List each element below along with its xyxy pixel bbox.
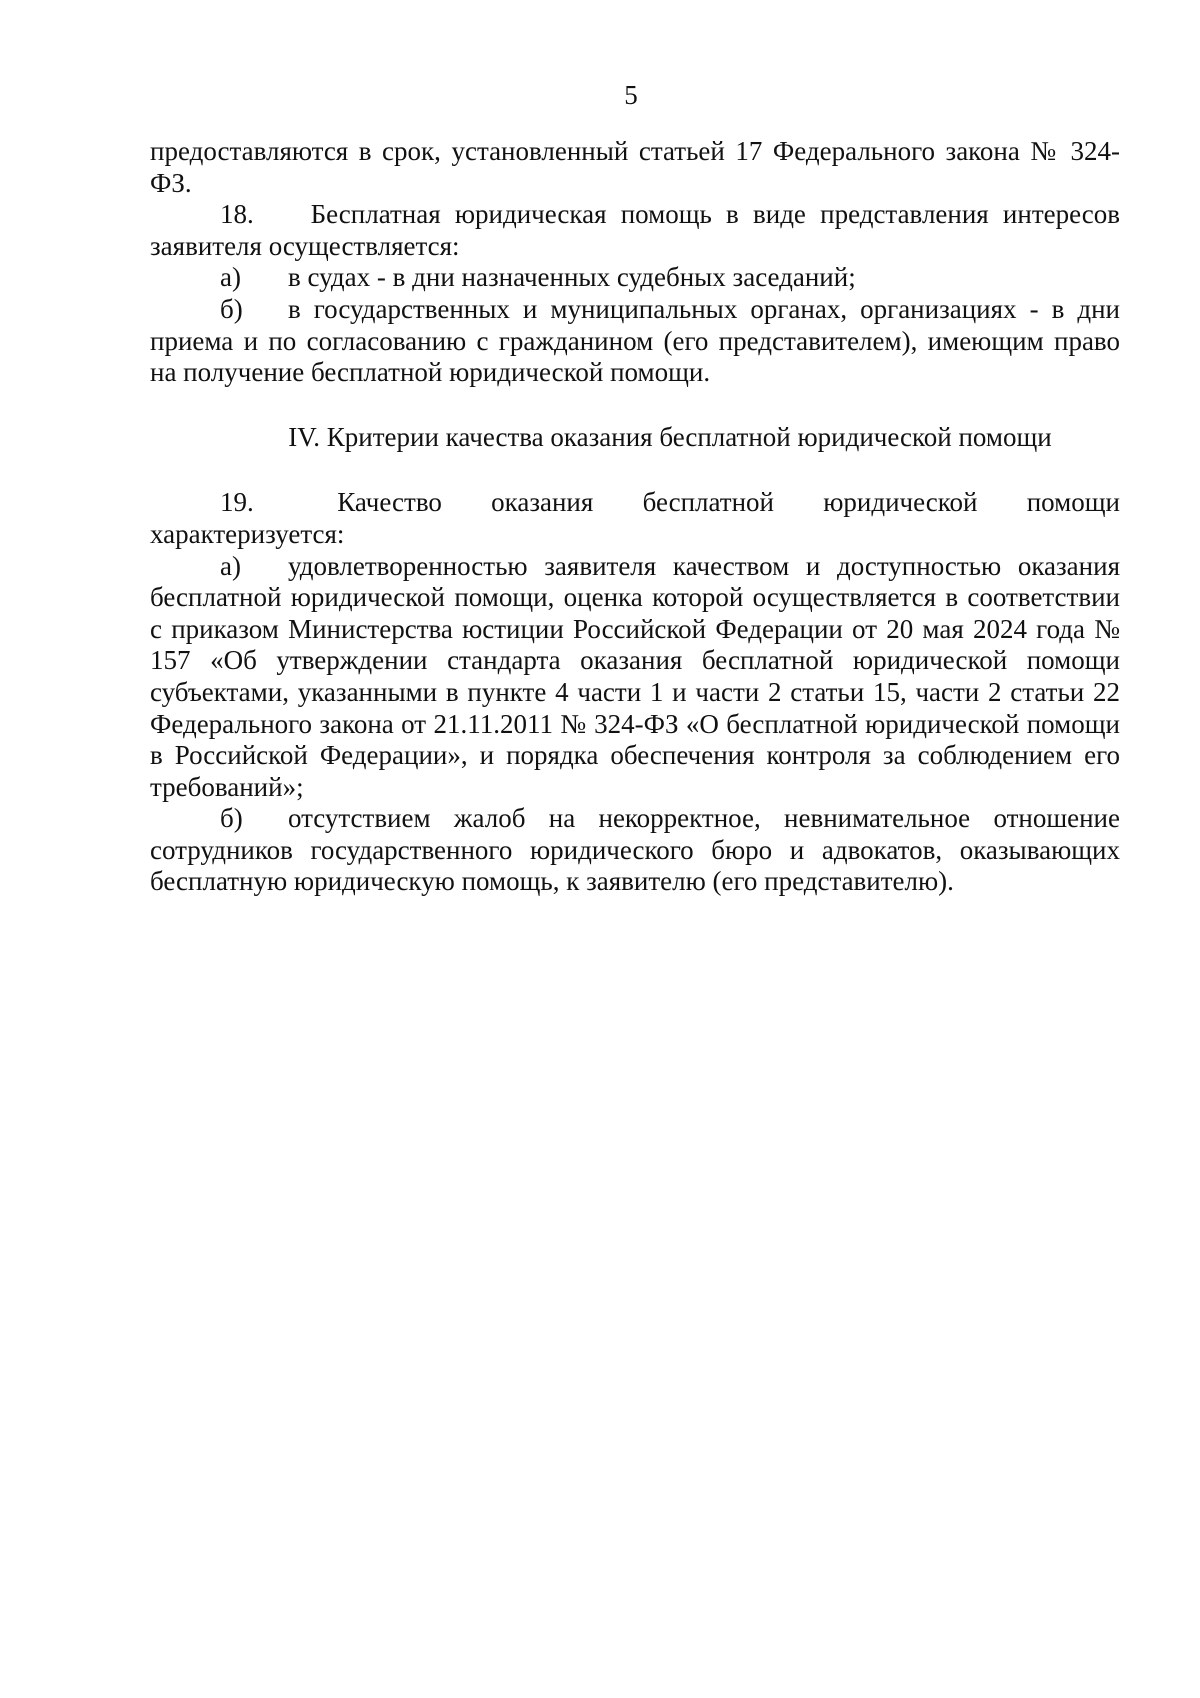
item-marker: б) [220,803,243,834]
paragraph-19-word: бесплатной [642,487,774,518]
paragraph-19-item-b [150,803,1120,898]
paragraph-18-item-b [150,294,1120,389]
item-text: отсутствием жалоб на некорректное, невнимательное отношение сотрудников государственного юридического бюро и адвокатов, оказывающих бесплатную юридическую помощь, к заявителю (его представителю). [150,803,1120,897]
item-text: удовлетворенностью заявителя качеством и доступностью оказания бесплатной юридической помощи, оценка которой осуществляется в соответствии с приказом Министерства юстиции Российской Федерации от 20 мая 2024 года № 157 «Об утверждении стандарта оказания бесплатной юридической помощи субъектами, указанными в пункте 4 части 1 и части 2 статьи 15, части 2 статьи 22 Федерального закона от 21.11.2011 № 324-ФЗ «О бесплатной юридической помощи в Российской Федерации», и порядка обеспечения контроля за соблюдением его требований»; [150,550,1120,802]
item-text: в судах - в дни назначенных судебных заседаний; [288,262,856,293]
paragraph-19-number: 19. [220,487,254,518]
item-text: в государственных и муниципальных органах, организациях - в дни приема и по согласованию с гражданином (его представителем), имеющим право на получение бесплатной юридической помощи. [150,293,1120,388]
item-marker: а) [220,262,241,293]
paragraph-19-word: оказания [491,487,594,518]
paragraph-19-tail: характеризуется: [150,518,345,549]
item-marker: б) [220,293,243,324]
paragraph-19-item-a [150,551,1120,804]
document-body [150,136,1120,898]
section-heading: IV. Критерии качества оказания бесплатной юридической помощи [288,421,1052,452]
paragraph-19-word: помощи [1026,487,1120,518]
item-marker: а) [220,550,241,581]
paragraph-19-first-line [150,487,1120,519]
paragraph-18-number: 18. [220,199,254,230]
paragraph-19-word: Качество [337,487,442,518]
paragraph-18-text: Бесплатная юридическая помощь в виде представления интересов заявителя осуществляется: [150,199,1121,261]
page-number: 5 [624,80,638,110]
continuation-paragraph: предоставляются в срок, установленный статьей 17 Федерального закона № 324-ФЗ. [150,136,1120,198]
paragraph-19-word: юридической [823,487,978,518]
paragraph-18 [150,199,1120,262]
paragraph-18-item-a [150,262,1120,294]
